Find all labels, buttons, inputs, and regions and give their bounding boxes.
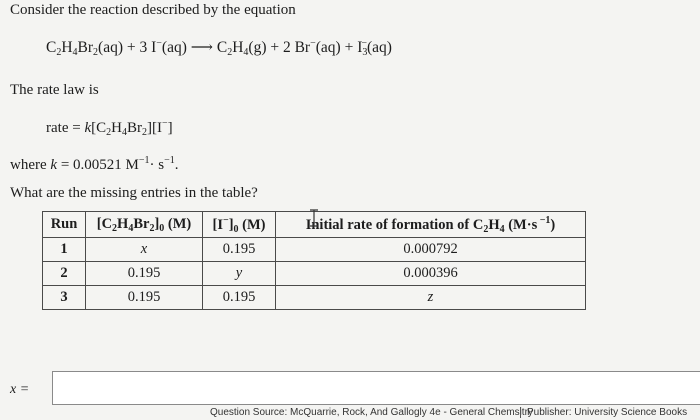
cell-run: 2	[43, 262, 86, 286]
hi-prefix: [I	[212, 216, 223, 233]
rate-constant	[10, 155, 179, 174]
hi-suffix: ]	[228, 216, 234, 233]
hi-charge: −	[222, 214, 229, 226]
hr-sub: 2	[483, 223, 489, 235]
eq-sub: 2	[93, 47, 99, 58]
reaction-arrow: ⟶	[190, 39, 213, 56]
eq-triiodide-phase: (aq)	[367, 39, 392, 56]
eq-charge: −	[361, 38, 367, 49]
problem-intro: Consider the reaction described by the equation	[10, 2, 296, 18]
hc-zero: 0	[159, 222, 165, 234]
question-source: Question Source: McQuarrie, Rock, And Gallogly 4e - General Chemsitry	[210, 407, 533, 418]
eq-reactant-br: Br	[77, 39, 94, 56]
hr-prefix: Initial rate of formation of C	[305, 216, 484, 233]
rl-sub: 2	[106, 127, 112, 138]
cell-rate-unknown-z: z	[276, 286, 586, 310]
rl-open: [C	[91, 120, 107, 136]
hc-br: Br	[133, 215, 150, 232]
table-row	[43, 262, 586, 286]
answer-x-input[interactable]	[52, 371, 700, 405]
eq-sub: 4	[243, 47, 249, 58]
hr-sub: 4	[499, 223, 505, 235]
eq-reactant-c: C	[46, 39, 57, 56]
k-value: = 0.00521 M	[57, 157, 139, 173]
hi-unit: (M)	[238, 216, 266, 233]
rl-end: ]	[167, 120, 173, 136]
hc-prefix: [C	[96, 215, 113, 232]
hc-suffix: ]	[154, 215, 160, 232]
rl-close: ][I	[146, 120, 162, 136]
eq-reactant-phase: (aq) + 3 I	[98, 39, 157, 56]
rl-prefix: rate =	[46, 120, 85, 136]
cell-rate: 0.000396	[276, 262, 586, 286]
hr-unit: (M·s	[504, 216, 538, 233]
hc-h: H	[117, 215, 129, 232]
rl-charge: −	[161, 118, 168, 129]
eq-charge: −	[156, 38, 162, 49]
hc-sub: 2	[112, 222, 118, 234]
eq-charge: −	[310, 38, 316, 49]
header-concentration-iodide	[203, 212, 276, 238]
cell-conc: 0.195	[86, 262, 203, 286]
eq-iodide-phase: (aq)	[161, 39, 187, 56]
hc-unit: (M)	[164, 215, 192, 232]
table-row	[43, 286, 586, 310]
publisher-link[interactable]: Publisher: University Science Books	[520, 407, 687, 418]
header-initial-rate	[276, 212, 586, 238]
ratelaw-label: The rate law is	[10, 82, 99, 98]
hc-sub: 2	[149, 222, 155, 234]
eq-product-phase: (g) + 2 Br	[248, 39, 311, 56]
rl-h: H	[111, 120, 122, 136]
cell-conc: 0.195	[86, 286, 203, 310]
rate-law-expression	[46, 118, 173, 138]
rl-sub: 4	[121, 127, 127, 138]
rl-sub: 2	[141, 127, 147, 138]
cell-run: 3	[43, 286, 86, 310]
k-mid: · s	[149, 157, 165, 173]
table-row	[43, 238, 586, 262]
k-end: .	[174, 157, 179, 173]
cell-iodide: 0.195	[203, 286, 276, 310]
header-concentration-c2h4br2	[86, 212, 203, 238]
hr-exp: −1	[537, 214, 551, 226]
eq-reactant-h: H	[61, 39, 73, 56]
rl-k: k	[84, 120, 92, 136]
answer-x-label: x =	[10, 382, 30, 397]
hr-h: H	[488, 216, 500, 233]
cell-conc-unknown-x: x	[86, 238, 203, 262]
eq-sub: 3	[362, 47, 368, 58]
cell-rate: 0.000792	[276, 238, 586, 262]
hc-sub: 4	[128, 222, 134, 234]
question-text: What are the missing entries in the table?	[10, 185, 258, 201]
hi-zero: 0	[233, 223, 239, 235]
eq-sub: 2	[56, 47, 62, 58]
cell-run: 1	[43, 238, 86, 262]
text-cursor-icon	[309, 209, 319, 227]
k-prefix: where	[10, 157, 51, 173]
header-run: Run	[43, 212, 86, 238]
cell-iodide-unknown-y: y	[203, 262, 276, 286]
k-exp: −1	[164, 155, 175, 166]
eq-sub: 4	[72, 47, 78, 58]
k-symbol: k	[50, 157, 58, 173]
k-exp: −1	[138, 155, 150, 166]
eq-sub: 2	[227, 47, 233, 58]
hr-close: )	[550, 216, 556, 233]
reaction-equation	[46, 38, 392, 58]
rl-br: Br	[126, 120, 142, 136]
eq-product-c: C	[216, 39, 228, 56]
eq-bromide-phase: (aq) + I	[315, 39, 363, 56]
cell-iodide: 0.195	[203, 238, 276, 262]
eq-product-h: H	[232, 39, 244, 56]
